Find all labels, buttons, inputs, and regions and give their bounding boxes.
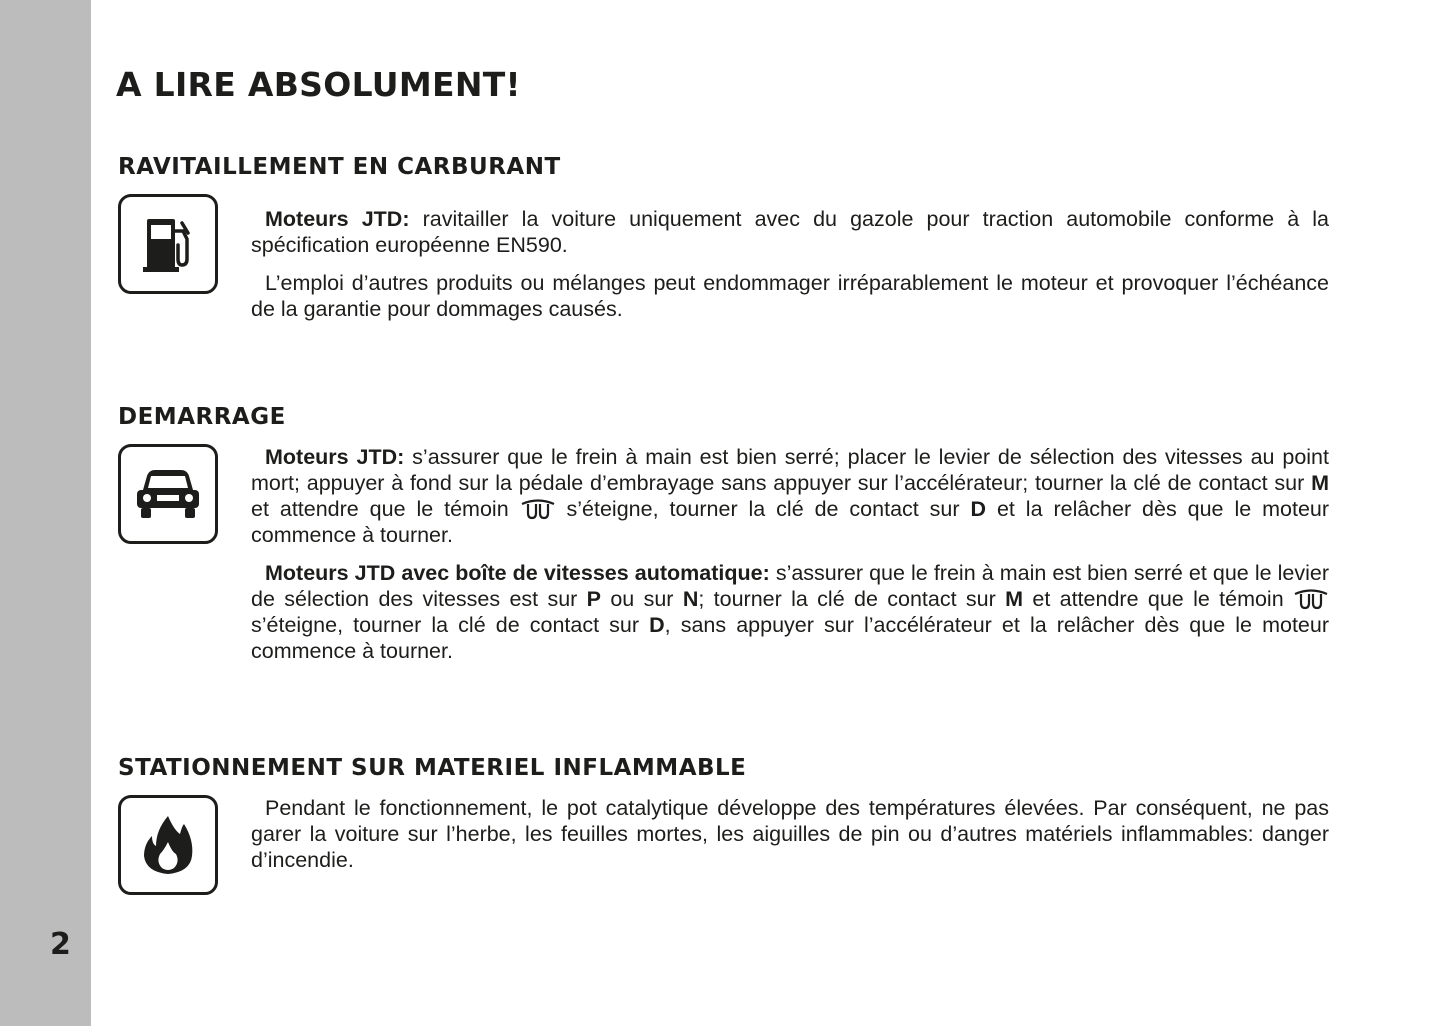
section-heading-fuel: RAVITAILLEMENT EN CARBURANT xyxy=(118,154,561,180)
fuel-paragraph-2 xyxy=(251,270,1329,322)
start-automatic-label: Moteurs JTD avec boîte de vitesses automatique: xyxy=(265,561,770,585)
parking-body xyxy=(251,795,1329,885)
text-run: ; tourner la clé de contact sur xyxy=(698,587,1006,611)
key-position-m: M xyxy=(1311,471,1329,495)
key-position-m: M xyxy=(1005,587,1024,611)
text-run: et attendre que le témoin xyxy=(1023,587,1294,611)
key-position-d: D xyxy=(649,613,665,637)
parking-paragraph-1-text: Pendant le fonctionnement, le pot catalytique développe des températures élevées. Par conséquent, ne pas garer la voiture sur l’herbe, les feuilles mortes, les aiguilles de pin ou d’autres matériels inflammables: danger d’incendie. xyxy=(251,796,1329,872)
fuel-engine-label: Moteurs JTD: xyxy=(265,207,410,231)
glow-plug-icon xyxy=(520,498,556,520)
text-run: et la relâcher dès que le moteur commence à tourner. xyxy=(251,497,1330,547)
fuel-body xyxy=(251,206,1329,334)
text-run: s’éteigne, tourner la clé de contact sur xyxy=(251,613,650,637)
fuel-pump-icon xyxy=(118,194,218,294)
gear-position-p: P xyxy=(586,587,602,611)
page-margin-strip xyxy=(0,0,91,1026)
start-engine-label: Moteurs JTD: xyxy=(265,445,405,469)
start-body xyxy=(251,444,1329,676)
page-number: 2 xyxy=(50,927,71,962)
fuel-paragraph-1-text: ravitailler la voiture uniquement avec du gazole pour traction automobile conforme à la spécification européenne EN590. xyxy=(251,207,1329,257)
section-heading-parking: STATIONNEMENT SUR MATERIEL INFLAMMABLE xyxy=(118,755,747,781)
text-run: , sans appuyer sur l’accélérateur et la relâcher dès que le moteur commence à tourner. xyxy=(251,613,1329,663)
text-run: s’éteigne, tourner la clé de contact sur xyxy=(555,497,971,521)
glow-plug-icon xyxy=(1293,588,1329,610)
text-run: s’assurer que le frein à main est bien serré; placer le levier de sélection des vitesses au point mort; appuyer à fond sur la pédale d’embrayage sans appuyer sur l’accélérateur; tourner la clé de contact sur xyxy=(251,445,1329,495)
fuel-paragraph-1 xyxy=(251,206,1329,258)
text-run: s’assurer que le frein à main est bien serré et que le levier de sélection des vitesses est sur xyxy=(251,561,1330,611)
fuel-paragraph-2-text: L’emploi d’autres produits ou mélanges peut endommager irréparablement le moteur et provoquer l’échéance de la garantie pour dommages causés. xyxy=(251,271,1329,321)
gear-position-n: N xyxy=(682,587,699,611)
flame-icon xyxy=(118,795,218,895)
page-title: A LIRE ABSOLUMENT! xyxy=(116,65,521,104)
start-paragraph-2 xyxy=(251,560,1329,664)
text-run: et attendre que le témoin xyxy=(251,497,520,521)
start-paragraph-1 xyxy=(251,444,1329,548)
section-heading-start: DEMARRAGE xyxy=(118,404,286,430)
parking-paragraph-1 xyxy=(251,795,1329,873)
car-front-icon xyxy=(118,444,218,544)
key-position-d: D xyxy=(970,497,987,521)
text-run: ou sur xyxy=(601,587,683,611)
